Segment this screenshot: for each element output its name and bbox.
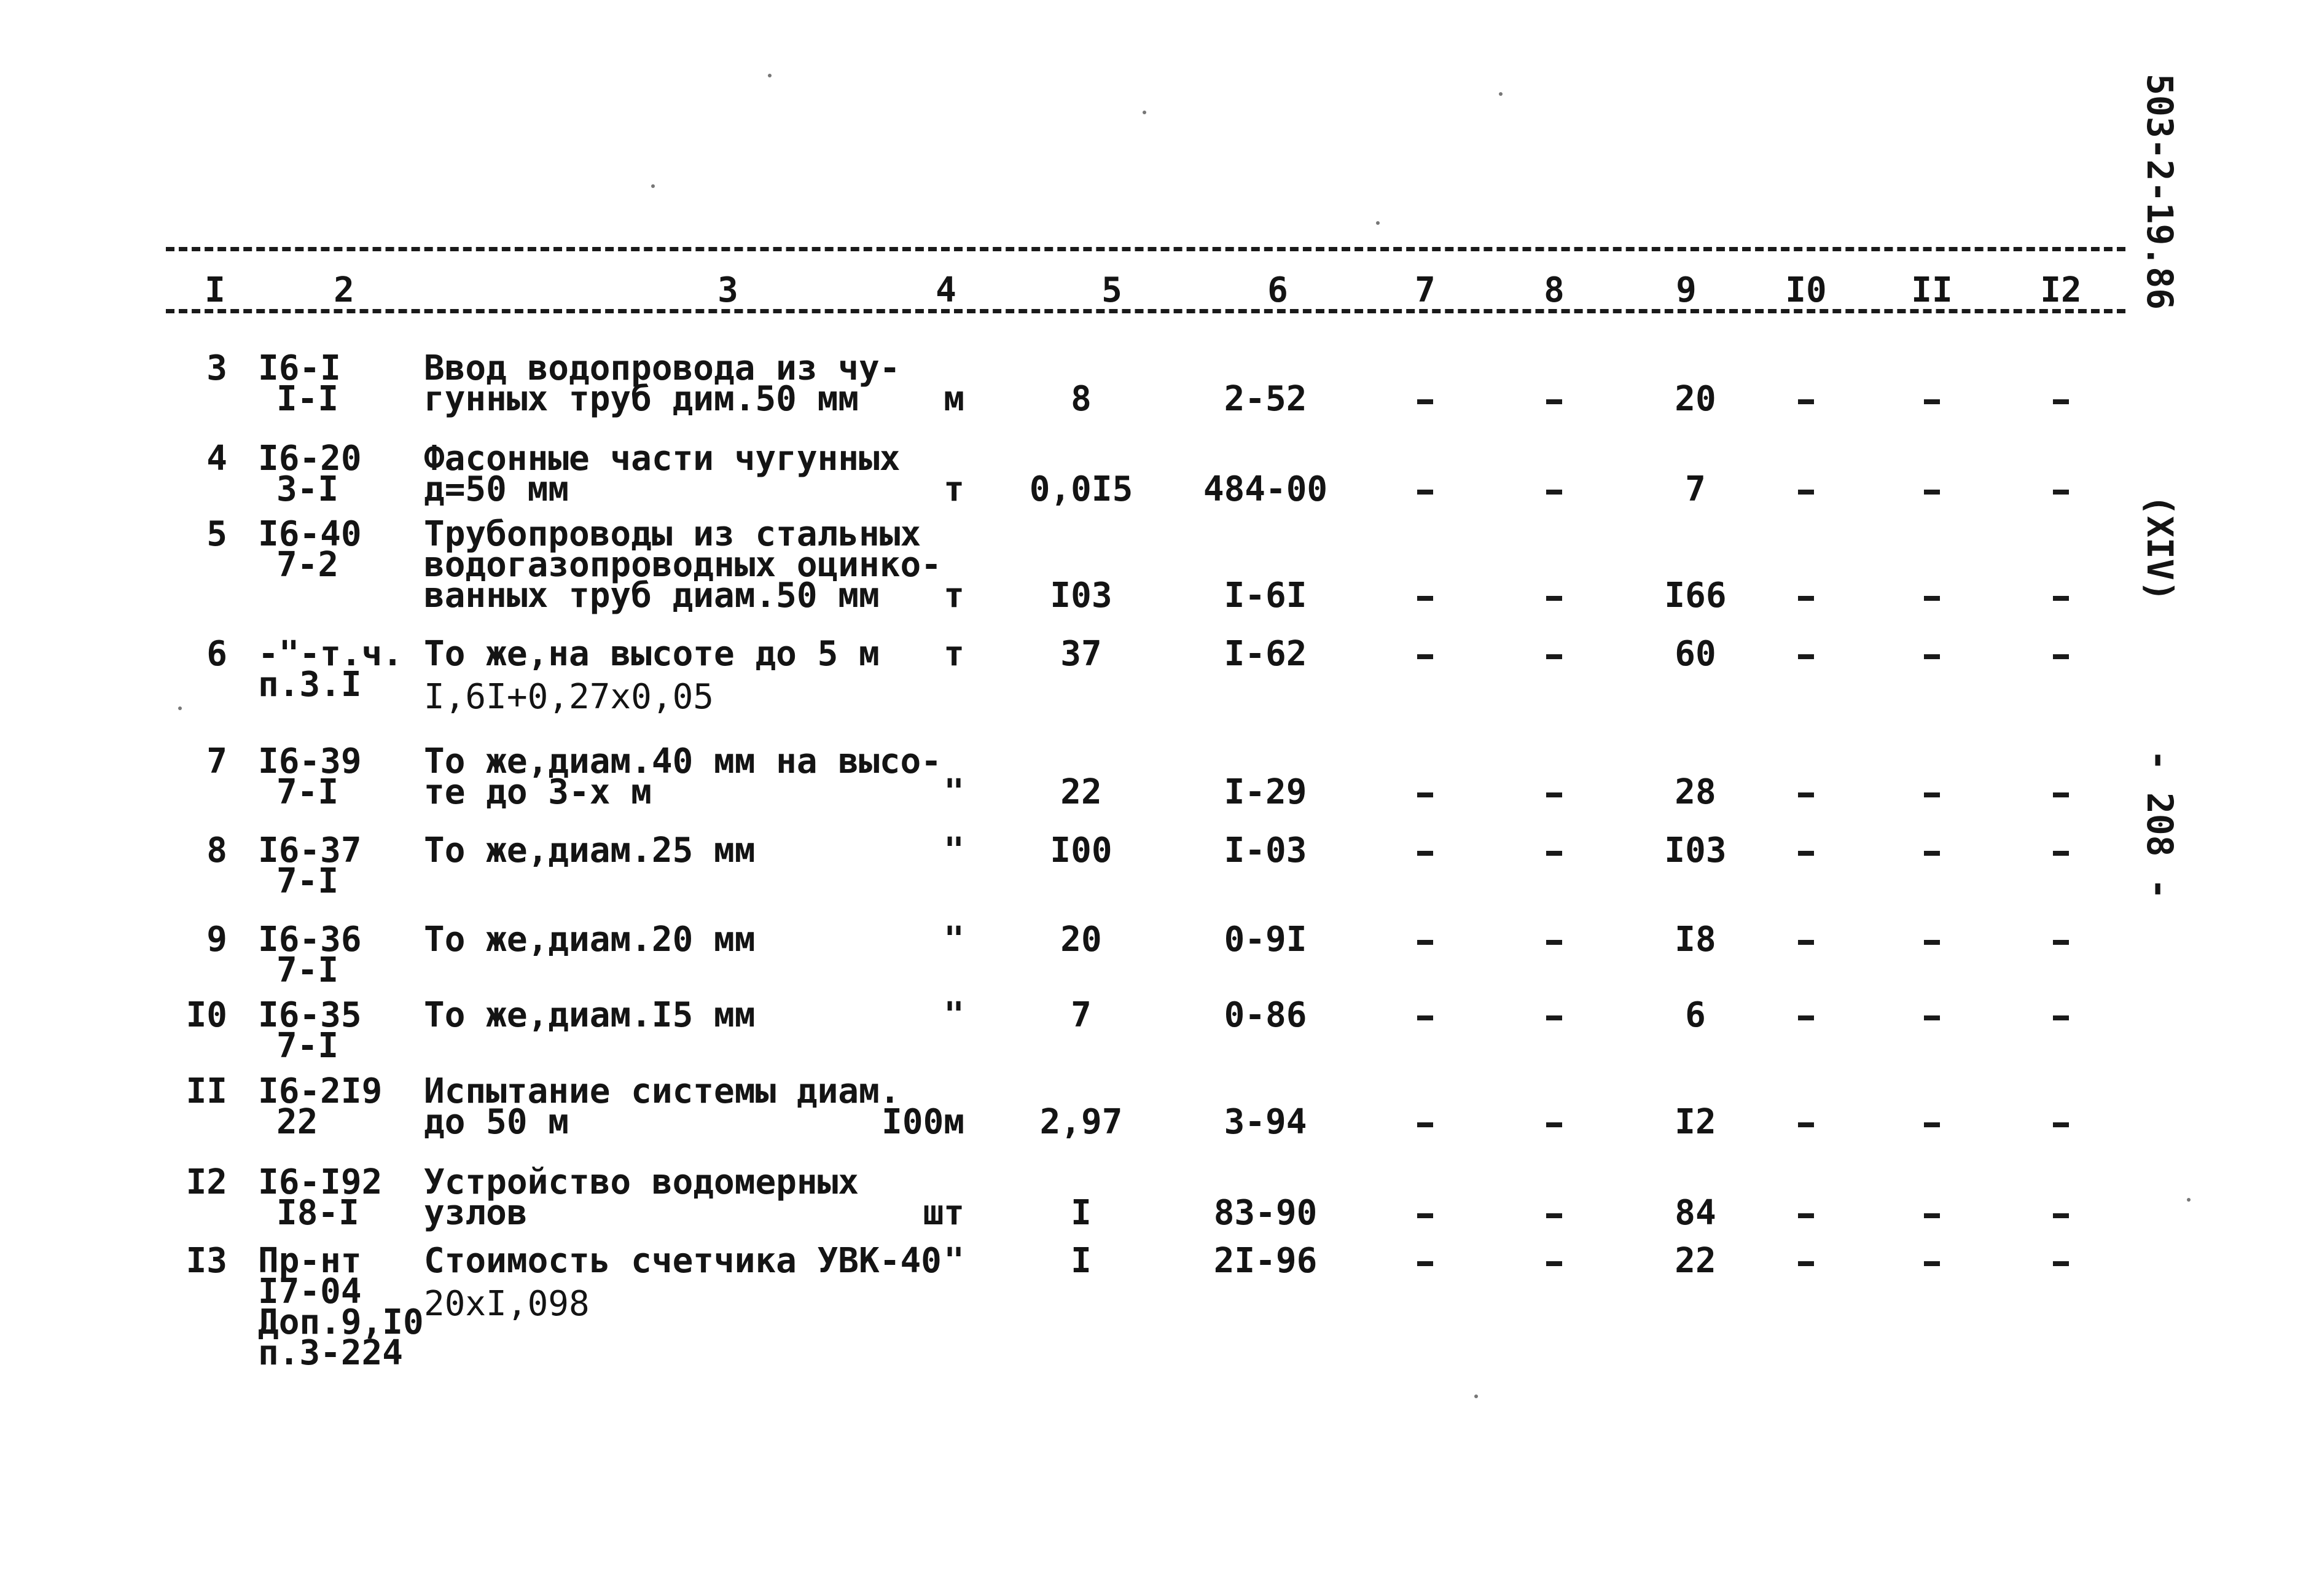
unit-price-value: I-29: [1224, 772, 1307, 812]
row-code-line: I6-37: [258, 831, 362, 870]
empty-cell-dash: [1546, 792, 1562, 797]
empty-cell-dash: [1417, 1213, 1433, 1218]
quantity-value: I03: [1050, 576, 1112, 616]
column-header-7: 7: [1415, 270, 1436, 310]
column-header-8: 8: [1544, 270, 1565, 310]
row-number: 6: [206, 634, 227, 674]
empty-cell-dash: [1798, 1213, 1814, 1218]
unit-price-value: 2-52: [1224, 379, 1307, 419]
empty-cell-dash: [1924, 399, 1940, 404]
column-9-value: 84: [1675, 1193, 1716, 1233]
empty-cell-dash: [1924, 792, 1940, 797]
unit-value: т: [944, 576, 964, 616]
column-header-1: I: [205, 270, 225, 310]
column-header-5: 5: [1101, 270, 1122, 310]
scan-speck: [1499, 92, 1503, 96]
row-description-line: те до 3-х м: [424, 772, 652, 812]
row-code-line: I6-I92: [258, 1162, 383, 1202]
empty-cell-dash: [1546, 1015, 1562, 1020]
empty-cell-dash: [1546, 1261, 1562, 1266]
empty-cell-dash: [1546, 490, 1562, 495]
row-number: I2: [186, 1162, 227, 1202]
unit-value: ": [944, 772, 964, 812]
row-number: 4: [206, 439, 227, 479]
row-number: II: [186, 1071, 227, 1111]
unit-price-value: 0-9I: [1224, 920, 1307, 960]
empty-cell-dash: [1417, 1261, 1433, 1266]
quantity-value: 20: [1060, 920, 1102, 960]
column-9-value: 22: [1675, 1241, 1716, 1281]
row-code-line: 7-I: [276, 772, 339, 812]
empty-cell-dash: [2053, 851, 2069, 856]
empty-cell-dash: [1798, 792, 1814, 797]
quantity-value: I: [1071, 1193, 1092, 1233]
column-9-value: I2: [1675, 1102, 1716, 1142]
row-code-line: 7-I: [276, 861, 339, 901]
quantity-value: 37: [1060, 634, 1102, 674]
row-code-line: 7-I: [276, 1026, 339, 1066]
empty-cell-dash: [1417, 940, 1433, 945]
column-header-9: 9: [1676, 270, 1697, 310]
scan-speck: [1376, 221, 1380, 225]
row-number: 9: [206, 920, 227, 960]
row-description-line: Стоимость счетчика УВК-40: [424, 1241, 942, 1281]
empty-cell-dash: [1924, 1015, 1940, 1020]
row-code-line: -"-т.ч.: [258, 634, 404, 674]
empty-cell-dash: [1417, 1122, 1433, 1127]
empty-cell-dash: [1798, 1122, 1814, 1127]
row-description-line: Устройство водомерных: [424, 1162, 859, 1202]
row-code-line: I6-40: [258, 514, 362, 554]
empty-cell-dash: [1417, 596, 1433, 601]
column-9-value: I03: [1664, 831, 1727, 870]
column-9-value: 28: [1675, 772, 1716, 812]
row-code-line: I-I: [276, 379, 339, 419]
empty-cell-dash: [1417, 654, 1433, 659]
row-code-line: I6-36: [258, 920, 362, 960]
empty-cell-dash: [1798, 851, 1814, 856]
unit-value: ": [944, 920, 964, 960]
quantity-value: 7: [1071, 995, 1092, 1035]
empty-cell-dash: [2053, 1261, 2069, 1266]
empty-cell-dash: [1924, 596, 1940, 601]
empty-cell-dash: [1546, 654, 1562, 659]
empty-cell-dash: [1417, 399, 1433, 404]
column-9-value: I66: [1664, 576, 1727, 616]
column-9-value: 6: [1685, 995, 1706, 1035]
empty-cell-dash: [1798, 490, 1814, 495]
empty-cell-dash: [1798, 654, 1814, 659]
empty-cell-dash: [1924, 490, 1940, 495]
row-description-line: Фасонные части чугунных: [424, 439, 901, 479]
row-number: I0: [186, 995, 227, 1035]
quantity-value: I00: [1050, 831, 1112, 870]
unit-price-value: 484-00: [1203, 469, 1328, 509]
empty-cell-dash: [1417, 490, 1433, 495]
row-code-line: Пр-нт: [258, 1241, 362, 1281]
row-description-line: до 50 м: [424, 1102, 569, 1142]
unit-value: т: [944, 469, 964, 509]
empty-cell-dash: [2053, 1015, 2069, 1020]
row-description-line: То же,диам.I5 мм: [424, 995, 756, 1035]
empty-cell-dash: [1924, 1213, 1940, 1218]
column-header-10: I0: [1785, 270, 1827, 310]
empty-cell-dash: [1417, 792, 1433, 797]
row-description-line: водогазопроводных оцинко-: [424, 545, 942, 585]
row-description-line: То же,диам.20 мм: [424, 920, 756, 960]
unit-value: I00м: [882, 1102, 964, 1142]
empty-cell-dash: [2053, 940, 2069, 945]
quantity-value: 2,97: [1039, 1102, 1123, 1142]
row-code-line: I6-2I9: [258, 1071, 383, 1111]
unit-price-value: 83-90: [1213, 1193, 1318, 1233]
row-description-line: Ввод водопровода из чу-: [424, 348, 901, 388]
empty-cell-dash: [1798, 596, 1814, 601]
column-9-value: 60: [1675, 634, 1716, 674]
row-code-line: Доп.9,I0: [258, 1302, 424, 1342]
unit-price-value: 3-94: [1224, 1102, 1307, 1142]
row-number: I3: [186, 1241, 227, 1281]
row-description-line: 20xI,098: [424, 1284, 590, 1324]
row-description-line: То же,диам.40 мм на высо-: [424, 741, 942, 781]
page-number: - 208 -: [2139, 749, 2181, 900]
section-number: (XIV): [2139, 495, 2181, 602]
column-9-value: 20: [1675, 379, 1716, 419]
scan-speck: [651, 184, 655, 188]
row-code-line: 7-I: [276, 950, 339, 990]
row-number: 3: [206, 348, 227, 388]
empty-cell-dash: [1924, 1122, 1940, 1127]
scan-speck: [178, 706, 182, 710]
row-code-line: I8-I: [276, 1193, 359, 1233]
row-code-line: 22: [276, 1102, 318, 1142]
empty-cell-dash: [1924, 654, 1940, 659]
scan-speck: [1474, 1395, 1478, 1398]
unit-price-value: I-6I: [1224, 576, 1307, 616]
unit-value: т: [944, 634, 964, 674]
unit-value: шт: [923, 1193, 964, 1233]
empty-cell-dash: [1924, 851, 1940, 856]
row-code-line: I6-20: [258, 439, 362, 479]
row-code-line: I6-35: [258, 995, 362, 1035]
column-header-11: II: [1911, 270, 1953, 310]
empty-cell-dash: [1546, 940, 1562, 945]
empty-cell-dash: [2053, 1122, 2069, 1127]
empty-cell-dash: [1546, 399, 1562, 404]
column-header-12: I2: [2040, 270, 2082, 310]
quantity-value: I: [1071, 1241, 1092, 1281]
empty-cell-dash: [1798, 399, 1814, 404]
scan-speck: [1143, 111, 1146, 114]
empty-cell-dash: [1546, 596, 1562, 601]
empty-cell-dash: [1417, 1015, 1433, 1020]
row-description-line: Испытание системы диам.: [424, 1071, 901, 1111]
scan-speck: [2187, 1198, 2191, 1202]
unit-value: ": [944, 995, 964, 1035]
row-code-line: 7-2: [276, 545, 339, 585]
empty-cell-dash: [2053, 1213, 2069, 1218]
row-description-line: ванных труб диам.50 мм: [424, 576, 880, 616]
row-number: 5: [206, 514, 227, 554]
row-code-line: I6-I: [258, 348, 341, 388]
header-bottom-rule: [166, 309, 2125, 313]
document-code: 503-2-19.86: [2139, 74, 2181, 310]
empty-cell-dash: [2053, 596, 2069, 601]
quantity-value: 0,0I5: [1029, 469, 1133, 509]
row-number: 7: [206, 741, 227, 781]
empty-cell-dash: [2053, 399, 2069, 404]
unit-value: м: [944, 379, 964, 419]
column-header-2: 2: [334, 270, 354, 310]
unit-value: ": [944, 1241, 964, 1281]
column-9-value: I8: [1675, 920, 1716, 960]
unit-price-value: 2I-96: [1213, 1241, 1318, 1281]
empty-cell-dash: [1798, 1015, 1814, 1020]
row-code-line: I6-39: [258, 741, 362, 781]
empty-cell-dash: [1417, 851, 1433, 856]
row-description-line: д=50 мм: [424, 469, 569, 509]
row-code-line: п.3-224: [258, 1333, 404, 1373]
quantity-value: 8: [1071, 379, 1092, 419]
column-header-4: 4: [936, 270, 956, 310]
unit-price-value: I-03: [1224, 831, 1307, 870]
row-code-line: I7-04: [258, 1272, 362, 1312]
empty-cell-dash: [1798, 1261, 1814, 1266]
quantity-value: 22: [1060, 772, 1102, 812]
unit-price-value: I-62: [1224, 634, 1307, 674]
column-header-3: 3: [717, 270, 738, 310]
row-description-line: узлов: [424, 1193, 528, 1233]
empty-cell-dash: [1924, 940, 1940, 945]
empty-cell-dash: [1546, 851, 1562, 856]
row-code-line: п.3.I: [258, 665, 362, 705]
row-description-line: Трубопроводы из стальных: [424, 514, 921, 554]
empty-cell-dash: [1798, 940, 1814, 945]
empty-cell-dash: [2053, 792, 2069, 797]
column-header-6: 6: [1267, 270, 1288, 310]
row-description-line: I,6I+0,27x0,05: [424, 677, 714, 717]
empty-cell-dash: [2053, 654, 2069, 659]
unit-price-value: 0-86: [1224, 995, 1307, 1035]
column-9-value: 7: [1685, 469, 1706, 509]
header-top-rule: [166, 247, 2125, 251]
scan-speck: [768, 74, 772, 77]
row-code-line: 3-I: [276, 469, 339, 509]
empty-cell-dash: [1924, 1261, 1940, 1266]
unit-value: ": [944, 831, 964, 870]
row-description-line: То же,диам.25 мм: [424, 831, 756, 870]
row-description-line: То же,на высоте до 5 м: [424, 634, 880, 674]
empty-cell-dash: [1546, 1122, 1562, 1127]
row-description-line: гунных труб дим.50 мм: [424, 379, 859, 419]
empty-cell-dash: [2053, 490, 2069, 495]
empty-cell-dash: [1546, 1213, 1562, 1218]
row-number: 8: [206, 831, 227, 870]
